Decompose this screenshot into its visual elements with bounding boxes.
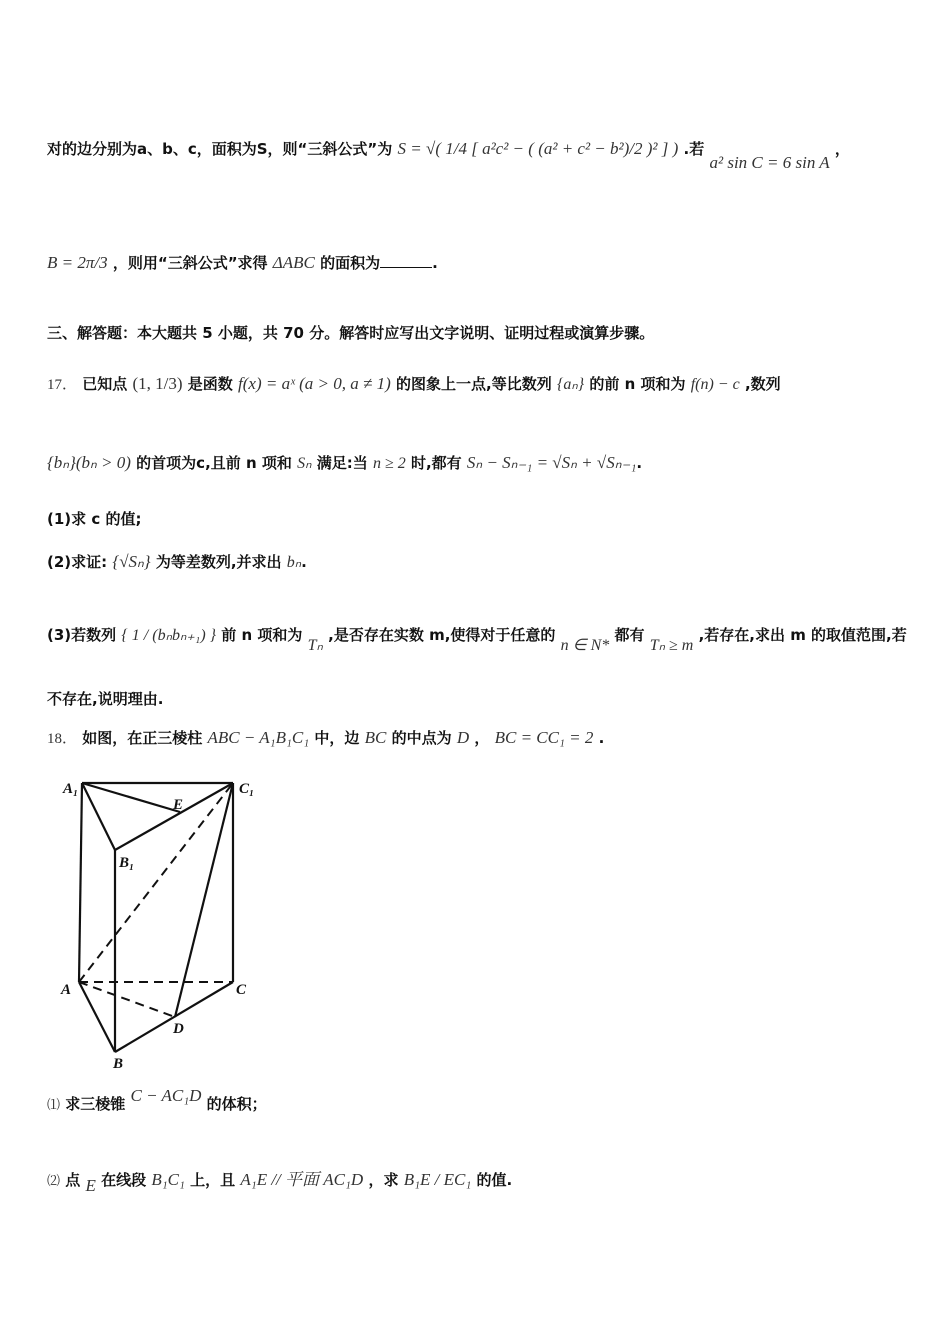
condition-formula: a² sin C = 6 sin A — [709, 153, 830, 172]
p18-line1 — [47, 722, 604, 755]
p18-part2-num: ⑵ — [47, 1173, 61, 1188]
triangle-abc: ΔABC — [272, 253, 315, 272]
bn: bₙ — [286, 554, 302, 571]
BC-CC1-cond: BC = CC₁ = 2 — [494, 728, 594, 747]
p17-line2-b: 满足:当 — [316, 454, 368, 472]
prism-figure — [55, 775, 275, 1075]
n-in-N: n ∈ N* — [560, 637, 610, 654]
label-D: D — [173, 1021, 184, 1037]
p17-text-e: ,数列 — [744, 375, 781, 393]
p17-part3-c: ,是否存在实数 m,使得对于任意的 — [328, 626, 556, 644]
reciprocal-seq: { 1 / (bₙbₙ₊₁) } — [121, 627, 217, 644]
p18-part1-a: 求三棱锥 — [65, 1095, 126, 1113]
edge-B1C1 — [115, 783, 233, 850]
Tn-ge-m: Tₙ ≥ m — [649, 637, 694, 654]
answer-blank — [380, 267, 432, 268]
p17-part3-a: (3)若数列 — [47, 626, 117, 644]
p17-part3-line2: 不存在,说明理由. — [47, 690, 164, 708]
p16-line1-end: ， — [834, 140, 850, 158]
sqrt-Sn-seq: {√Sₙ} — [112, 552, 151, 571]
label-A: A — [61, 982, 72, 998]
Sn: Sₙ — [297, 455, 312, 472]
p18-text-a: 如图，在正三棱柱 — [82, 729, 203, 747]
sum-expr: f(n) − c — [690, 376, 740, 393]
p17-part2 — [47, 548, 307, 577]
p17-part1: (1)求 c 的值; — [47, 510, 142, 528]
p16-line2-end: 的面积为 — [320, 254, 381, 272]
p16-line2-text: ，则用“三斜公式”求得 — [112, 254, 268, 272]
parallel-cond: A₁E // 平面 AC₁D — [240, 1170, 364, 1189]
p18-part2 — [47, 1150, 512, 1211]
label-B1: B₁ — [119, 855, 135, 871]
label-C1: C₁ — [239, 781, 255, 797]
edge-BC — [115, 982, 233, 1052]
p18-part2-d: ，求 — [368, 1171, 399, 1189]
BC-expr: BC — [364, 728, 387, 747]
p17-line2-a: 的首项为c,且前 n 项和 — [136, 454, 292, 472]
recurrence: Sₙ − Sₙ₋₁ = √Sₙ + √Sₙ₋₁ — [466, 453, 637, 472]
p17-part2-end: . — [301, 553, 307, 571]
p18-text-b: 中，边 — [314, 729, 360, 747]
p18-part1-num: ⑴ — [47, 1097, 61, 1112]
p17-part3-e: ,若存在,求出 m 的取值范围,若 — [698, 626, 907, 644]
D-expr: D — [456, 728, 470, 747]
segment-A1E — [82, 783, 180, 812]
p18-part2-c: 上，且 — [190, 1171, 236, 1189]
p17-part3-d: 都有 — [614, 626, 645, 644]
label-E: E — [173, 797, 184, 813]
p17-text-a: 已知点 — [82, 375, 128, 393]
p17-text-c: 的图象上一点,等比数列 — [396, 375, 552, 393]
p17-line1 — [47, 358, 781, 411]
p17-number: 17． — [47, 377, 78, 393]
p16-line1-mid: .若 — [683, 140, 705, 158]
label-B: B — [113, 1056, 124, 1072]
Tn: Tₙ — [307, 637, 323, 654]
p17-text-d: 的前 n 项和为 — [589, 375, 686, 393]
E-expr: E — [85, 1176, 96, 1195]
p18-part2-a: 点 — [65, 1171, 81, 1189]
seq-a: {aₙ} — [556, 376, 585, 393]
p16-line1-prefix: 对的边分别为a、b、c，面积为S，则“三斜公式”为 — [47, 140, 393, 158]
seq-b: {bₙ}(bₙ > 0) — [47, 453, 131, 472]
prism-expr: ABC − A₁B₁C₁ — [207, 728, 310, 747]
p18-text-e: . — [598, 729, 605, 747]
p17-part3-b: 前 n 项和为 — [221, 626, 303, 644]
seg-B1C1: B₁C₁ — [151, 1170, 185, 1189]
p18-part2-e: 的值. — [476, 1171, 513, 1189]
pyramid-expr: C − AC₁D — [130, 1086, 202, 1105]
func-expr: f(x) = aˣ (a > 0, a ≠ 1) — [238, 374, 391, 393]
p17-part3 — [47, 605, 907, 666]
n-condition: n ≥ 2 — [372, 455, 406, 472]
formula-S: S = √( 1/4 [ a²c² − ( (a² + c² − b²)/2 )² ] ) — [397, 139, 679, 158]
p18-part1-b: 的体积； — [206, 1095, 267, 1113]
p17-line2: {bₙ}(bₙ > 0) 的首项为c,且前 n 项和 Sₙ 满足:当 n ≥ 2 时,都有 Sₙ − Sₙ₋₁ = √Sₙ + √Sₙ₋₁. — [47, 453, 643, 472]
p17-line2-c: 时,都有 — [410, 454, 462, 472]
edge-A1A — [79, 783, 82, 982]
p17-text-b: 是函数 — [187, 375, 233, 393]
label-A1: A₁ — [63, 781, 79, 797]
label-C: C — [236, 982, 247, 998]
ratio-expr: B₁E / EC₁ — [403, 1170, 472, 1189]
p16-period: . — [432, 254, 438, 272]
segment-AC1-hidden — [79, 783, 233, 982]
section3-heading: 三、解答题：本大题共 5 小题，共 70 分。解答时应写出文字说明、证明过程或演算步骤。 — [47, 324, 655, 342]
p16-line2 — [47, 248, 438, 278]
point-expr: (1, 1/3) — [132, 374, 183, 393]
p18-text-d: ， — [474, 729, 490, 747]
p18-text-c: 的中点为 — [391, 729, 452, 747]
p17-part2-a: (2)求证: — [47, 553, 108, 571]
p16-line1 — [47, 120, 850, 178]
p18-part2-b: 在线段 — [101, 1171, 147, 1189]
p18-number: 18． — [47, 731, 78, 747]
p18-part1 — [47, 1088, 267, 1121]
edge-A1B1 — [82, 783, 115, 850]
B-value: B = 2π/3 — [47, 253, 108, 272]
p17-part2-b: 为等差数列,并求出 — [155, 553, 282, 571]
